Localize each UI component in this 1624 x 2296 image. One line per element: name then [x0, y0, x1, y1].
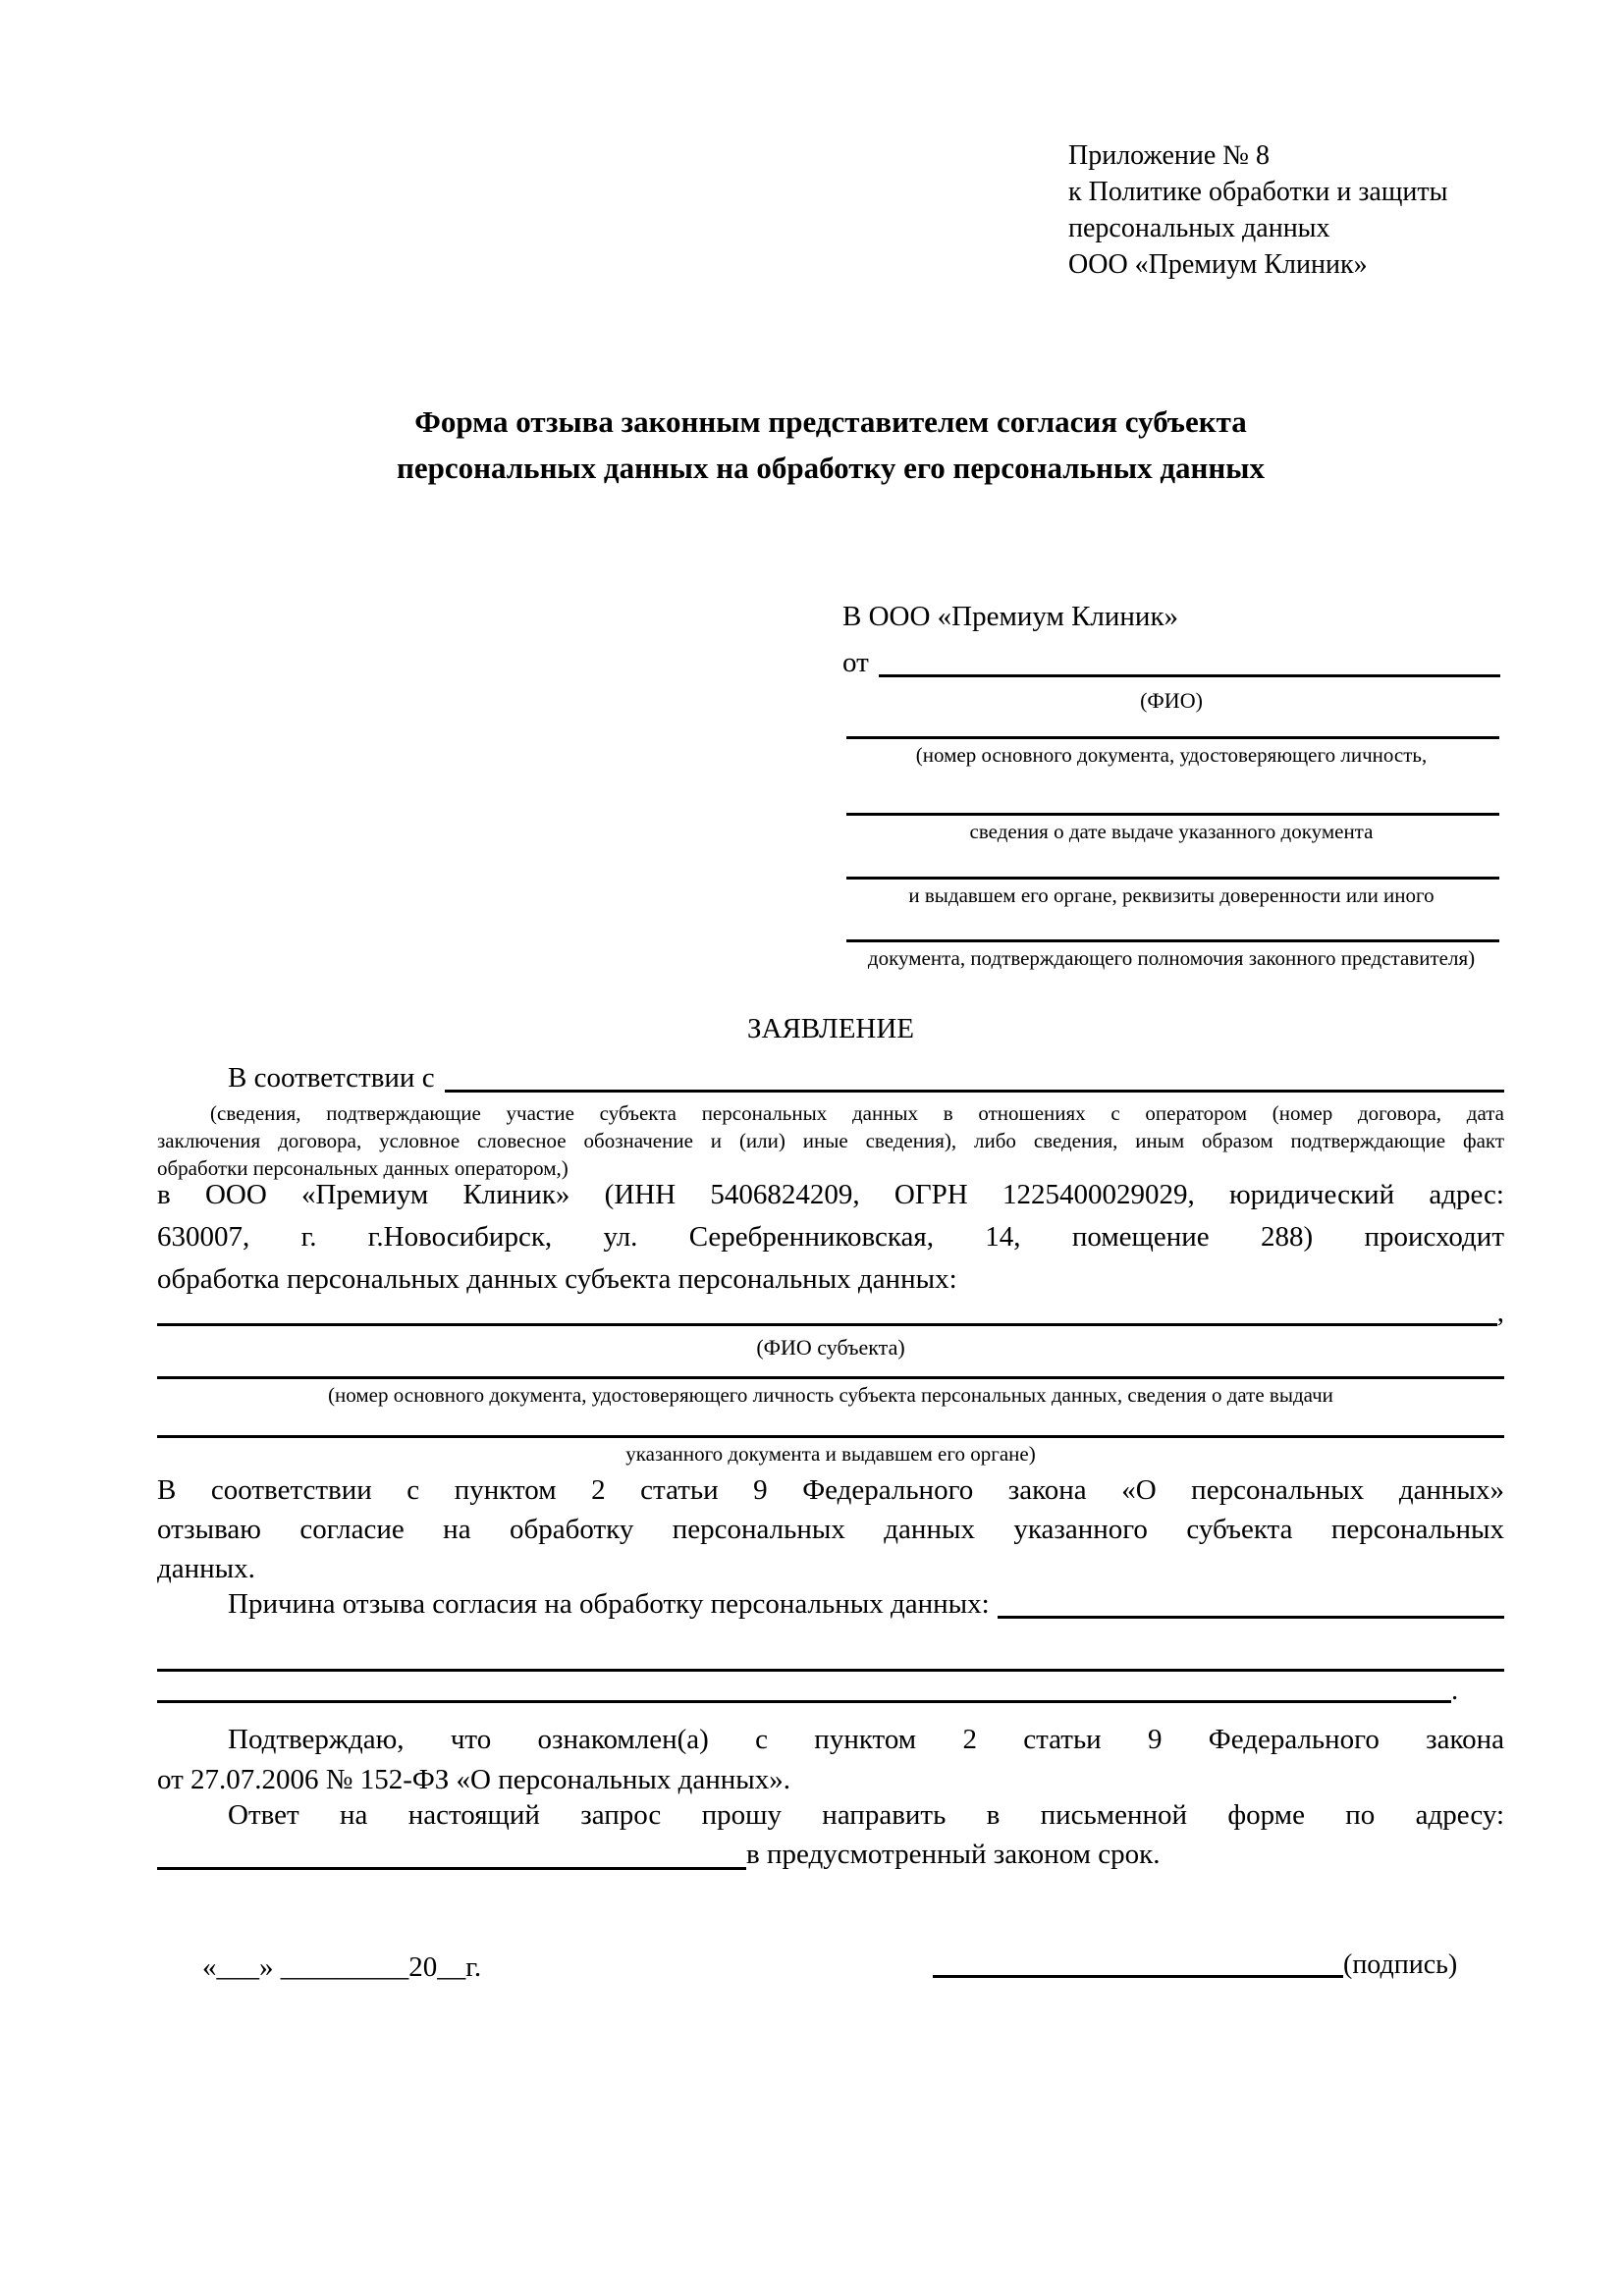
blank-caption: (номер основного документа, удостоверяющего личность, — [915, 743, 1428, 767]
subject-doc-caption-bottom: указанного документа и выдавшем его органе) — [625, 1442, 1036, 1466]
blank-line-document-number — [846, 736, 1499, 739]
operator-line: обработка персональных данных субъекта персональных данных: — [157, 1263, 957, 1295]
withdraw-line: данных. — [157, 1553, 255, 1584]
subject-fio-row — [157, 1294, 1504, 1331]
blank-line-subject-document-2 — [157, 1435, 1504, 1438]
accordance-label: В соответствии с — [228, 1062, 435, 1094]
note-line: заключения договора, условное словесное обозначение и (или) иные сведения), либо сведения, иным образом подтверждающие факт — [157, 1129, 1504, 1152]
confirm-line: Подтверждаю, что ознакомлен(а) с пунктом 2 статьи 9 Федерального закона — [228, 1724, 1504, 1755]
reason-row — [157, 1584, 1504, 1624]
date-blank: «___» _________20__г. — [202, 1951, 482, 1983]
title-line: Форма отзыва законным представителем согласия субъекта — [414, 404, 1247, 439]
reason-blank-line — [998, 1584, 1504, 1619]
blank-line-power-of-attorney — [846, 939, 1499, 942]
reply-line: Ответ на настоящий запрос прошу направить в письменной форме по адресу: — [228, 1799, 1504, 1831]
appendix-line: Приложение № 8 — [1068, 140, 1270, 171]
reason-blank-row-2 — [157, 1673, 1504, 1708]
fio-caption: (ФИО) — [1140, 688, 1203, 713]
blank-caption: документа, подтверждающего полномочия законного представителя) — [867, 946, 1476, 970]
blank-line-reason-2 — [157, 1673, 1451, 1703]
confirm-paragraph — [157, 1720, 1504, 1800]
address-row — [157, 1835, 1504, 1875]
reply-tail: в предусмотренный законом срок. — [746, 1839, 1161, 1870]
subject-doc-caption-top: (номер основного документа, удостоверяющего личность субъекта персональных данных, сведения о дате выдачи — [328, 1383, 1333, 1407]
withdraw-line: отзываю согласие на обработку персональных данных указанного субъекта персональных — [157, 1514, 1504, 1545]
blank-line-signature — [933, 1948, 1343, 1978]
document-title — [157, 399, 1504, 491]
signature-row — [933, 1948, 1457, 1983]
from-blank-line — [879, 643, 1500, 677]
blank-line-reason-1 — [157, 1669, 1504, 1672]
blank-line-subject-document — [157, 1376, 1504, 1379]
addressee-to: В ООО «Премиум Клиник» — [842, 601, 1179, 632]
blank-caption: и выдавшем его органе, реквизиты доверенности или иного — [908, 883, 1435, 907]
statement-heading: ЗАЯВЛЕНИЕ — [746, 1013, 915, 1044]
appendix-line: персональных данных — [1068, 213, 1330, 243]
operator-line: 630007, г. г.Новосибирск, ул. Серебренниковская, 14, помещение 288) происходит — [157, 1221, 1504, 1253]
appendix-header — [1068, 137, 1447, 283]
confirm-line: от 27.07.2006 № 152-ФЗ «О персональных данных». — [157, 1764, 791, 1795]
operator-line: в ООО «Премиум Клиник» (ИНН 5406824209, ОГРН 1225400029029, юридический адрес: — [157, 1179, 1504, 1210]
appendix-line: к Политике обработки и защиты — [1068, 177, 1448, 207]
operator-paragraph — [157, 1174, 1504, 1301]
trailing-comma: , — [1496, 1297, 1504, 1328]
blank-line-subject-fio — [157, 1294, 1497, 1326]
withdraw-paragraph — [157, 1470, 1504, 1588]
signature-caption: (подпись) — [1343, 1949, 1458, 1980]
blank-caption: сведения о дате выдаче указанного документа — [969, 820, 1374, 843]
blank-line-issuing-authority — [846, 877, 1499, 880]
accordance-row — [157, 1058, 1504, 1097]
trailing-period: . — [1451, 1675, 1459, 1706]
subject-fio-caption: (ФИО субъекта) — [756, 1335, 905, 1360]
accordance-note — [157, 1099, 1504, 1182]
note-line: (сведения, подтверждающие участие субъекта персональных данных в отношениях с оператором (номер договора, дата — [210, 1101, 1504, 1125]
note-line: обработки персональных данных оператором,) — [157, 1156, 568, 1180]
accordance-blank-line — [445, 1058, 1504, 1093]
reason-label: Причина отзыва согласия на обработку персональных данных: — [228, 1588, 990, 1620]
from-label: от — [842, 647, 869, 678]
title-line: персональных данных на обработку его персональных данных — [397, 451, 1265, 485]
blank-line-address — [157, 1835, 746, 1870]
appendix-line: ООО «Премиум Клиник» — [1068, 249, 1368, 280]
addressee-from-row — [842, 643, 1500, 682]
withdraw-line: В соответствии с пунктом 2 статьи 9 Федерального закона «О персональных данных» — [157, 1474, 1504, 1506]
blank-line-issue-date — [846, 813, 1499, 816]
